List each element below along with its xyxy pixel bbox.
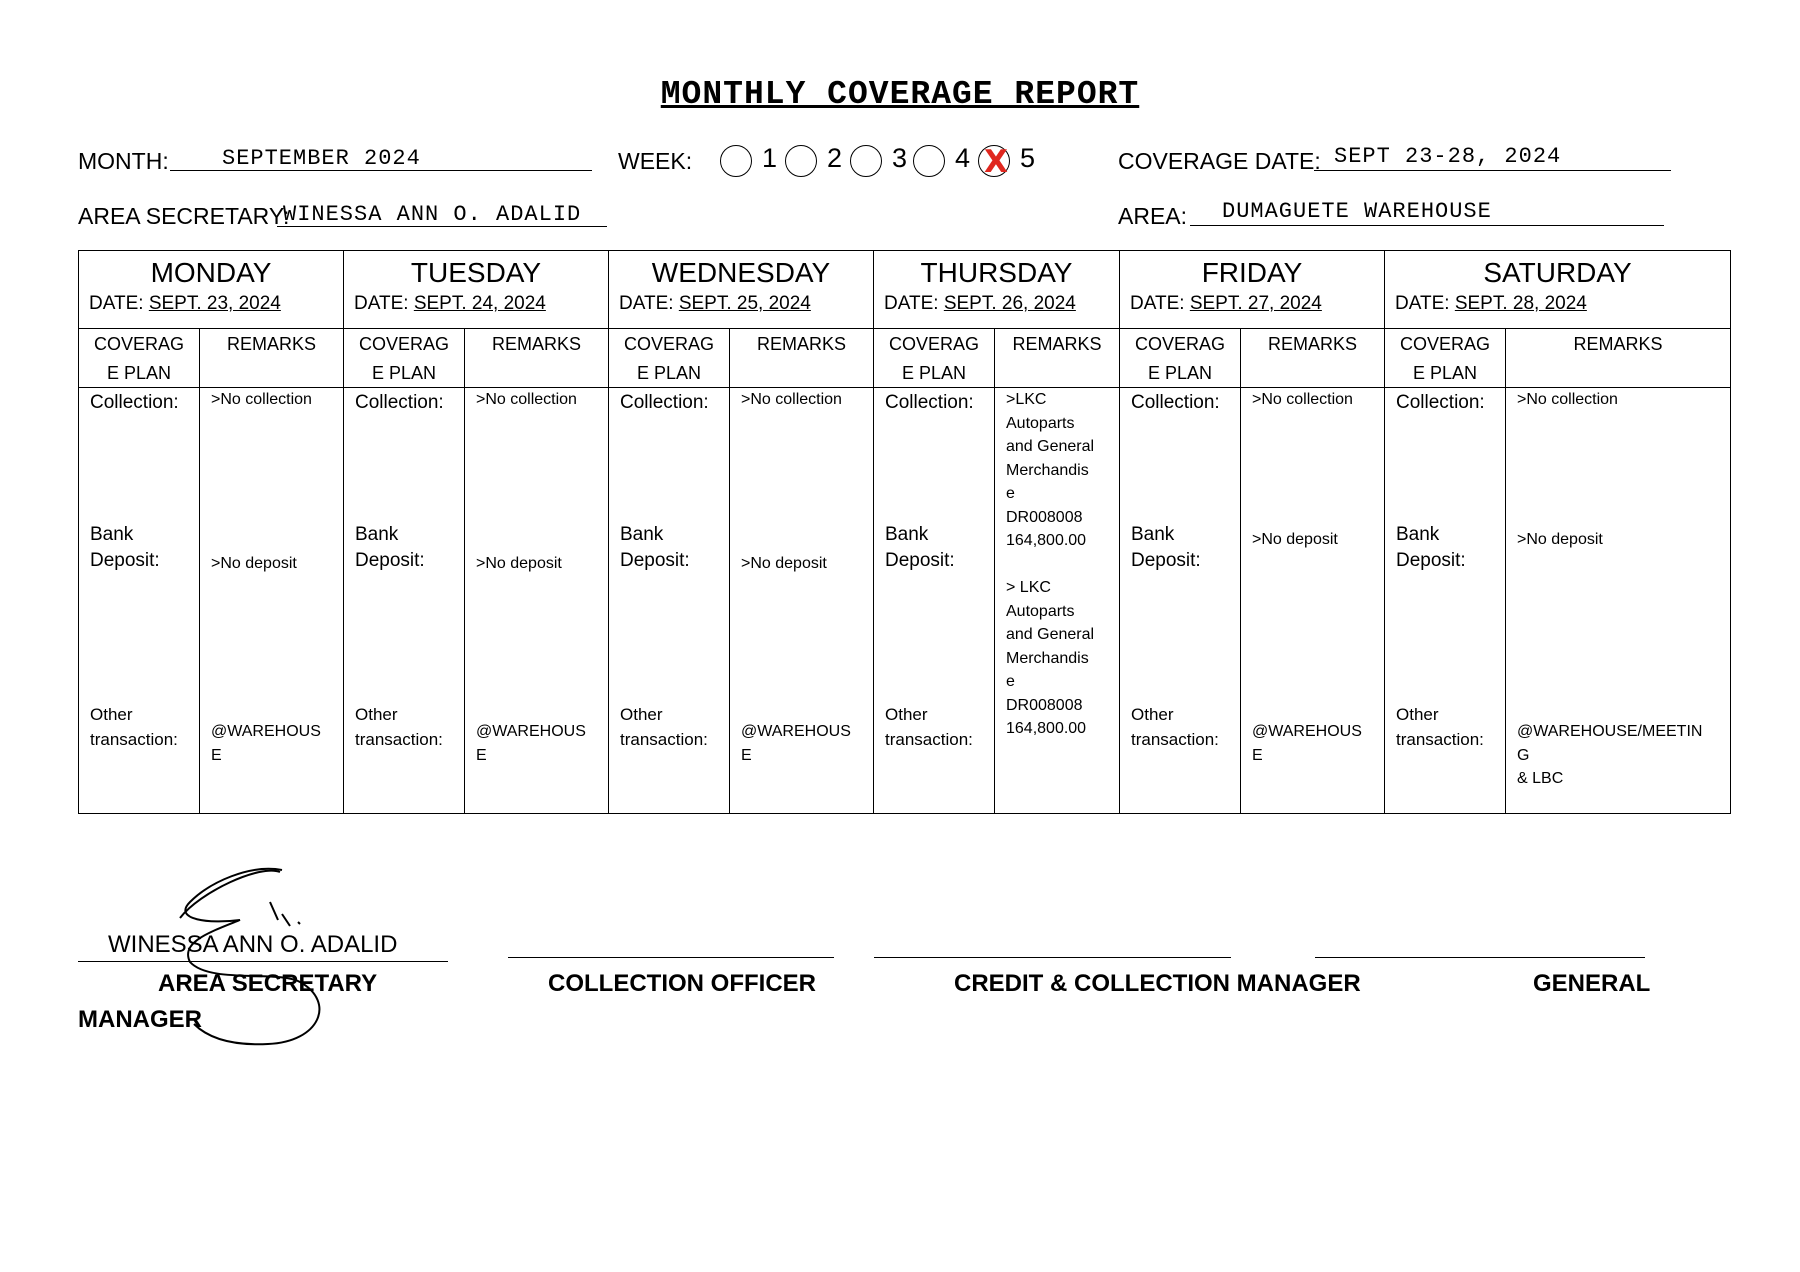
- tuesday-date-value: SEPT. 24, 2024: [413, 293, 546, 314]
- coverage-plan-header-line: E PLAN: [106, 363, 172, 383]
- week-3-radio[interactable]: [850, 145, 882, 177]
- week-1-label: 1: [762, 143, 778, 173]
- monday-date-value: SEPT. 23, 2024: [148, 293, 281, 314]
- wednesday-day-name: WEDNESDAY: [651, 257, 831, 288]
- friday-bank-deposit-label: Bank Deposit:: [1131, 524, 1201, 571]
- wednesday-coverage-plan-content: [609, 388, 729, 813]
- friday-date-value: SEPT. 27, 2024: [1189, 293, 1322, 314]
- wednesday-remarks-cell: [730, 388, 874, 814]
- monday-other-transaction-label: Other transaction:: [90, 705, 178, 749]
- saturday-remarks-content: [1506, 388, 1730, 813]
- wednesday-remarks-header: [730, 329, 874, 388]
- collection-officer-signature-line: [508, 957, 834, 958]
- friday-remarks-header: [1241, 329, 1385, 388]
- monday-deposit-remark: >No deposit: [211, 555, 297, 572]
- saturday-coverage-plan-cell: [1385, 388, 1506, 814]
- coverage-plan-header-line: COVERAG: [888, 334, 980, 354]
- friday-header-cell: [1120, 251, 1385, 329]
- area-secretary-field[interactable]: [277, 200, 607, 227]
- monday-collection-label: Collection:: [90, 392, 179, 413]
- thursday-other-transaction-label: Other transaction:: [885, 705, 973, 749]
- friday-collection-remark: >No collection: [1252, 391, 1353, 408]
- tuesday-deposit-remark: >No deposit: [476, 555, 562, 572]
- area-secretary-printed-name: WINESSA ANN O. ADALID: [108, 931, 398, 958]
- coverage-plan-header-line: COVERAG: [93, 334, 185, 354]
- general-manager-role-line2: MANAGER: [78, 1006, 202, 1033]
- friday-remarks-content: [1241, 388, 1384, 813]
- wednesday-date: DATE: SEPT. 25, 2024: [619, 293, 811, 314]
- saturday-bank-deposit-label: Bank Deposit:: [1396, 524, 1466, 571]
- friday-date: DATE: SEPT. 27, 2024: [1130, 293, 1322, 314]
- area-label: AREA:: [1118, 203, 1188, 229]
- coverage-plan-header-line: E PLAN: [371, 363, 437, 383]
- thursday-coverage-plan-cell: [874, 388, 995, 814]
- monday-header-cell: [79, 251, 344, 329]
- week-1-radio[interactable]: [720, 145, 752, 177]
- thursday-remarks-header: [995, 329, 1120, 388]
- thursday-coverage-plan-header: [874, 329, 995, 388]
- friday-collection-label: Collection:: [1131, 392, 1220, 413]
- saturday-coverage-plan-header: [1385, 329, 1506, 388]
- coverage-date-field[interactable]: [1314, 144, 1671, 171]
- thursday-bank-deposit-label: Bank Deposit:: [885, 524, 955, 571]
- friday-coverage-plan-content: [1120, 388, 1240, 813]
- saturday-collection-remark: >No collection: [1517, 391, 1618, 408]
- monday-coverage-plan-cell: [79, 388, 200, 814]
- friday-remarks-cell: [1241, 388, 1385, 814]
- thursday-collection-remark: >LKC Autoparts and General Merchandis e DR008008 164,800.00 > LKC Autoparts and General Merchandis e DR008008 164,800.00: [1006, 391, 1095, 737]
- wednesday-other-transaction-label: Other transaction:: [620, 705, 708, 749]
- thursday-day-name: THURSDAY: [920, 257, 1073, 288]
- wednesday-header-cell: [609, 251, 874, 329]
- area-field[interactable]: [1190, 199, 1664, 226]
- tuesday-collection-label: Collection:: [355, 392, 444, 413]
- monday-coverage-plan-content: [79, 388, 199, 813]
- tuesday-bank-deposit-label: Bank Deposit:: [355, 524, 425, 571]
- coverage-table: [78, 250, 1731, 814]
- wednesday-deposit-remark: >No deposit: [741, 555, 827, 572]
- remarks-header-text: REMARKS: [1573, 334, 1663, 354]
- coverage-plan-header-line: E PLAN: [1147, 363, 1213, 383]
- tuesday-coverage-plan-header: [344, 329, 465, 388]
- tuesday-other-transaction-label: Other transaction:: [355, 705, 443, 749]
- wednesday-remarks-content: [730, 388, 873, 813]
- monday-remarks-header: [200, 329, 344, 388]
- area-secretary-role: AREA SECRETARY: [158, 970, 378, 997]
- thursday-remarks-content: [995, 388, 1119, 813]
- monday-remarks-cell: [200, 388, 344, 814]
- friday-other-remark: @WAREHOUS E: [1252, 723, 1362, 764]
- saturday-day-name: SATURDAY: [1483, 257, 1632, 288]
- remarks-header-text: REMARKS: [1012, 334, 1102, 354]
- coverage-plan-header-line: E PLAN: [1412, 363, 1478, 383]
- saturday-collection-label: Collection:: [1396, 392, 1485, 413]
- remarks-header-text: REMARKS: [1267, 334, 1357, 354]
- thursday-coverage-plan-content: [874, 388, 994, 813]
- saturday-date-value: SEPT. 28, 2024: [1454, 293, 1587, 314]
- friday-deposit-remark: >No deposit: [1252, 531, 1338, 548]
- general-manager-signature-line: [1315, 957, 1645, 958]
- remarks-header-text: REMARKS: [756, 334, 846, 354]
- collection-officer-role: COLLECTION OFFICER: [548, 970, 816, 997]
- tuesday-remarks-content: [465, 388, 608, 813]
- month-label: MONTH:: [78, 148, 169, 174]
- saturday-remarks-header: [1506, 329, 1731, 388]
- wednesday-bank-deposit-label: Bank Deposit:: [620, 524, 690, 571]
- general-manager-role-line1: GENERAL: [1533, 970, 1651, 997]
- tuesday-coverage-plan-content: [344, 388, 464, 813]
- tuesday-date: DATE: SEPT. 24, 2024: [354, 293, 546, 314]
- wednesday-other-remark: @WAREHOUS E: [741, 723, 851, 764]
- coverage-date-value: SEPT 23-28, 2024: [1334, 144, 1562, 169]
- friday-day-name: FRIDAY: [1201, 257, 1303, 288]
- area-value: DUMAGUETE WAREHOUSE: [1222, 199, 1492, 224]
- area-secretary-label: AREA SECRETARY:: [78, 203, 290, 229]
- week-3-label: 3: [892, 143, 908, 173]
- coverage-plan-header-line: E PLAN: [636, 363, 702, 383]
- thursday-collection-label: Collection:: [885, 392, 974, 413]
- coverage-plan-header-line: COVERAG: [1134, 334, 1226, 354]
- week-4-radio[interactable]: [913, 145, 945, 177]
- wednesday-coverage-plan-cell: [609, 388, 730, 814]
- monday-remarks-content: [200, 388, 343, 813]
- saturday-header-cell: [1385, 251, 1731, 329]
- remarks-header-text: REMARKS: [491, 334, 581, 354]
- saturday-coverage-plan-content: [1385, 388, 1505, 813]
- credit-manager-signature-line: [874, 957, 1231, 958]
- area-secretary-value: WINESSA ANN O. ADALID: [283, 202, 582, 227]
- tuesday-coverage-plan-cell: [344, 388, 465, 814]
- tuesday-collection-remark: >No collection: [476, 391, 577, 408]
- week-label: WEEK:: [618, 148, 693, 174]
- week-5-label: 5: [1020, 143, 1036, 173]
- tuesday-header-cell: [344, 251, 609, 329]
- saturday-remarks-cell: [1506, 388, 1731, 814]
- friday-coverage-plan-cell: [1120, 388, 1241, 814]
- month-value: SEPTEMBER 2024: [222, 146, 421, 171]
- coverage-date-label: COVERAGE DATE:: [1118, 148, 1321, 174]
- coverage-plan-header-line: COVERAG: [358, 334, 450, 354]
- week-2-radio[interactable]: [785, 145, 817, 177]
- wednesday-collection-label: Collection:: [620, 392, 709, 413]
- thursday-header-cell: [874, 251, 1120, 329]
- week-selected-check-mark: X: [984, 144, 1008, 180]
- coverage-plan-header-line: E PLAN: [901, 363, 967, 383]
- report-title: MONTHLY COVERAGE REPORT: [660, 76, 1140, 113]
- tuesday-remarks-header: [465, 329, 609, 388]
- coverage-plan-header-line: COVERAG: [1399, 334, 1491, 354]
- monday-bank-deposit-label: Bank Deposit:: [90, 524, 160, 571]
- remarks-header-text: REMARKS: [226, 334, 316, 354]
- monday-other-remark: @WAREHOUS E: [211, 723, 321, 764]
- saturday-other-remark: @WAREHOUSE/MEETIN G & LBC: [1517, 723, 1703, 787]
- monday-coverage-plan-header: [79, 329, 200, 388]
- monday-day-name: MONDAY: [150, 257, 272, 288]
- friday-coverage-plan-header: [1120, 329, 1241, 388]
- monday-collection-remark: >No collection: [211, 391, 312, 408]
- monday-date: DATE: SEPT. 23, 2024: [89, 293, 281, 314]
- saturday-other-transaction-label: Other transaction:: [1396, 705, 1484, 749]
- thursday-date: DATE: SEPT. 26, 2024: [884, 293, 1076, 314]
- saturday-date: DATE: SEPT. 28, 2024: [1395, 293, 1587, 314]
- month-field[interactable]: [170, 146, 592, 171]
- wednesday-coverage-plan-header: [609, 329, 730, 388]
- week-2-label: 2: [827, 143, 843, 173]
- tuesday-remarks-cell: [465, 388, 609, 814]
- saturday-deposit-remark: >No deposit: [1517, 531, 1603, 548]
- thursday-date-value: SEPT. 26, 2024: [943, 293, 1076, 314]
- tuesday-day-name: TUESDAY: [410, 257, 542, 288]
- wednesday-date-value: SEPT. 25, 2024: [678, 293, 811, 314]
- tuesday-other-remark: @WAREHOUS E: [476, 723, 586, 764]
- credit-manager-role: CREDIT & COLLECTION MANAGER: [954, 970, 1361, 997]
- friday-other-transaction-label: Other transaction:: [1131, 705, 1219, 749]
- wednesday-collection-remark: >No collection: [741, 391, 842, 408]
- thursday-remarks-cell: [995, 388, 1120, 814]
- week-4-label: 4: [955, 143, 971, 173]
- coverage-plan-header-line: COVERAG: [623, 334, 715, 354]
